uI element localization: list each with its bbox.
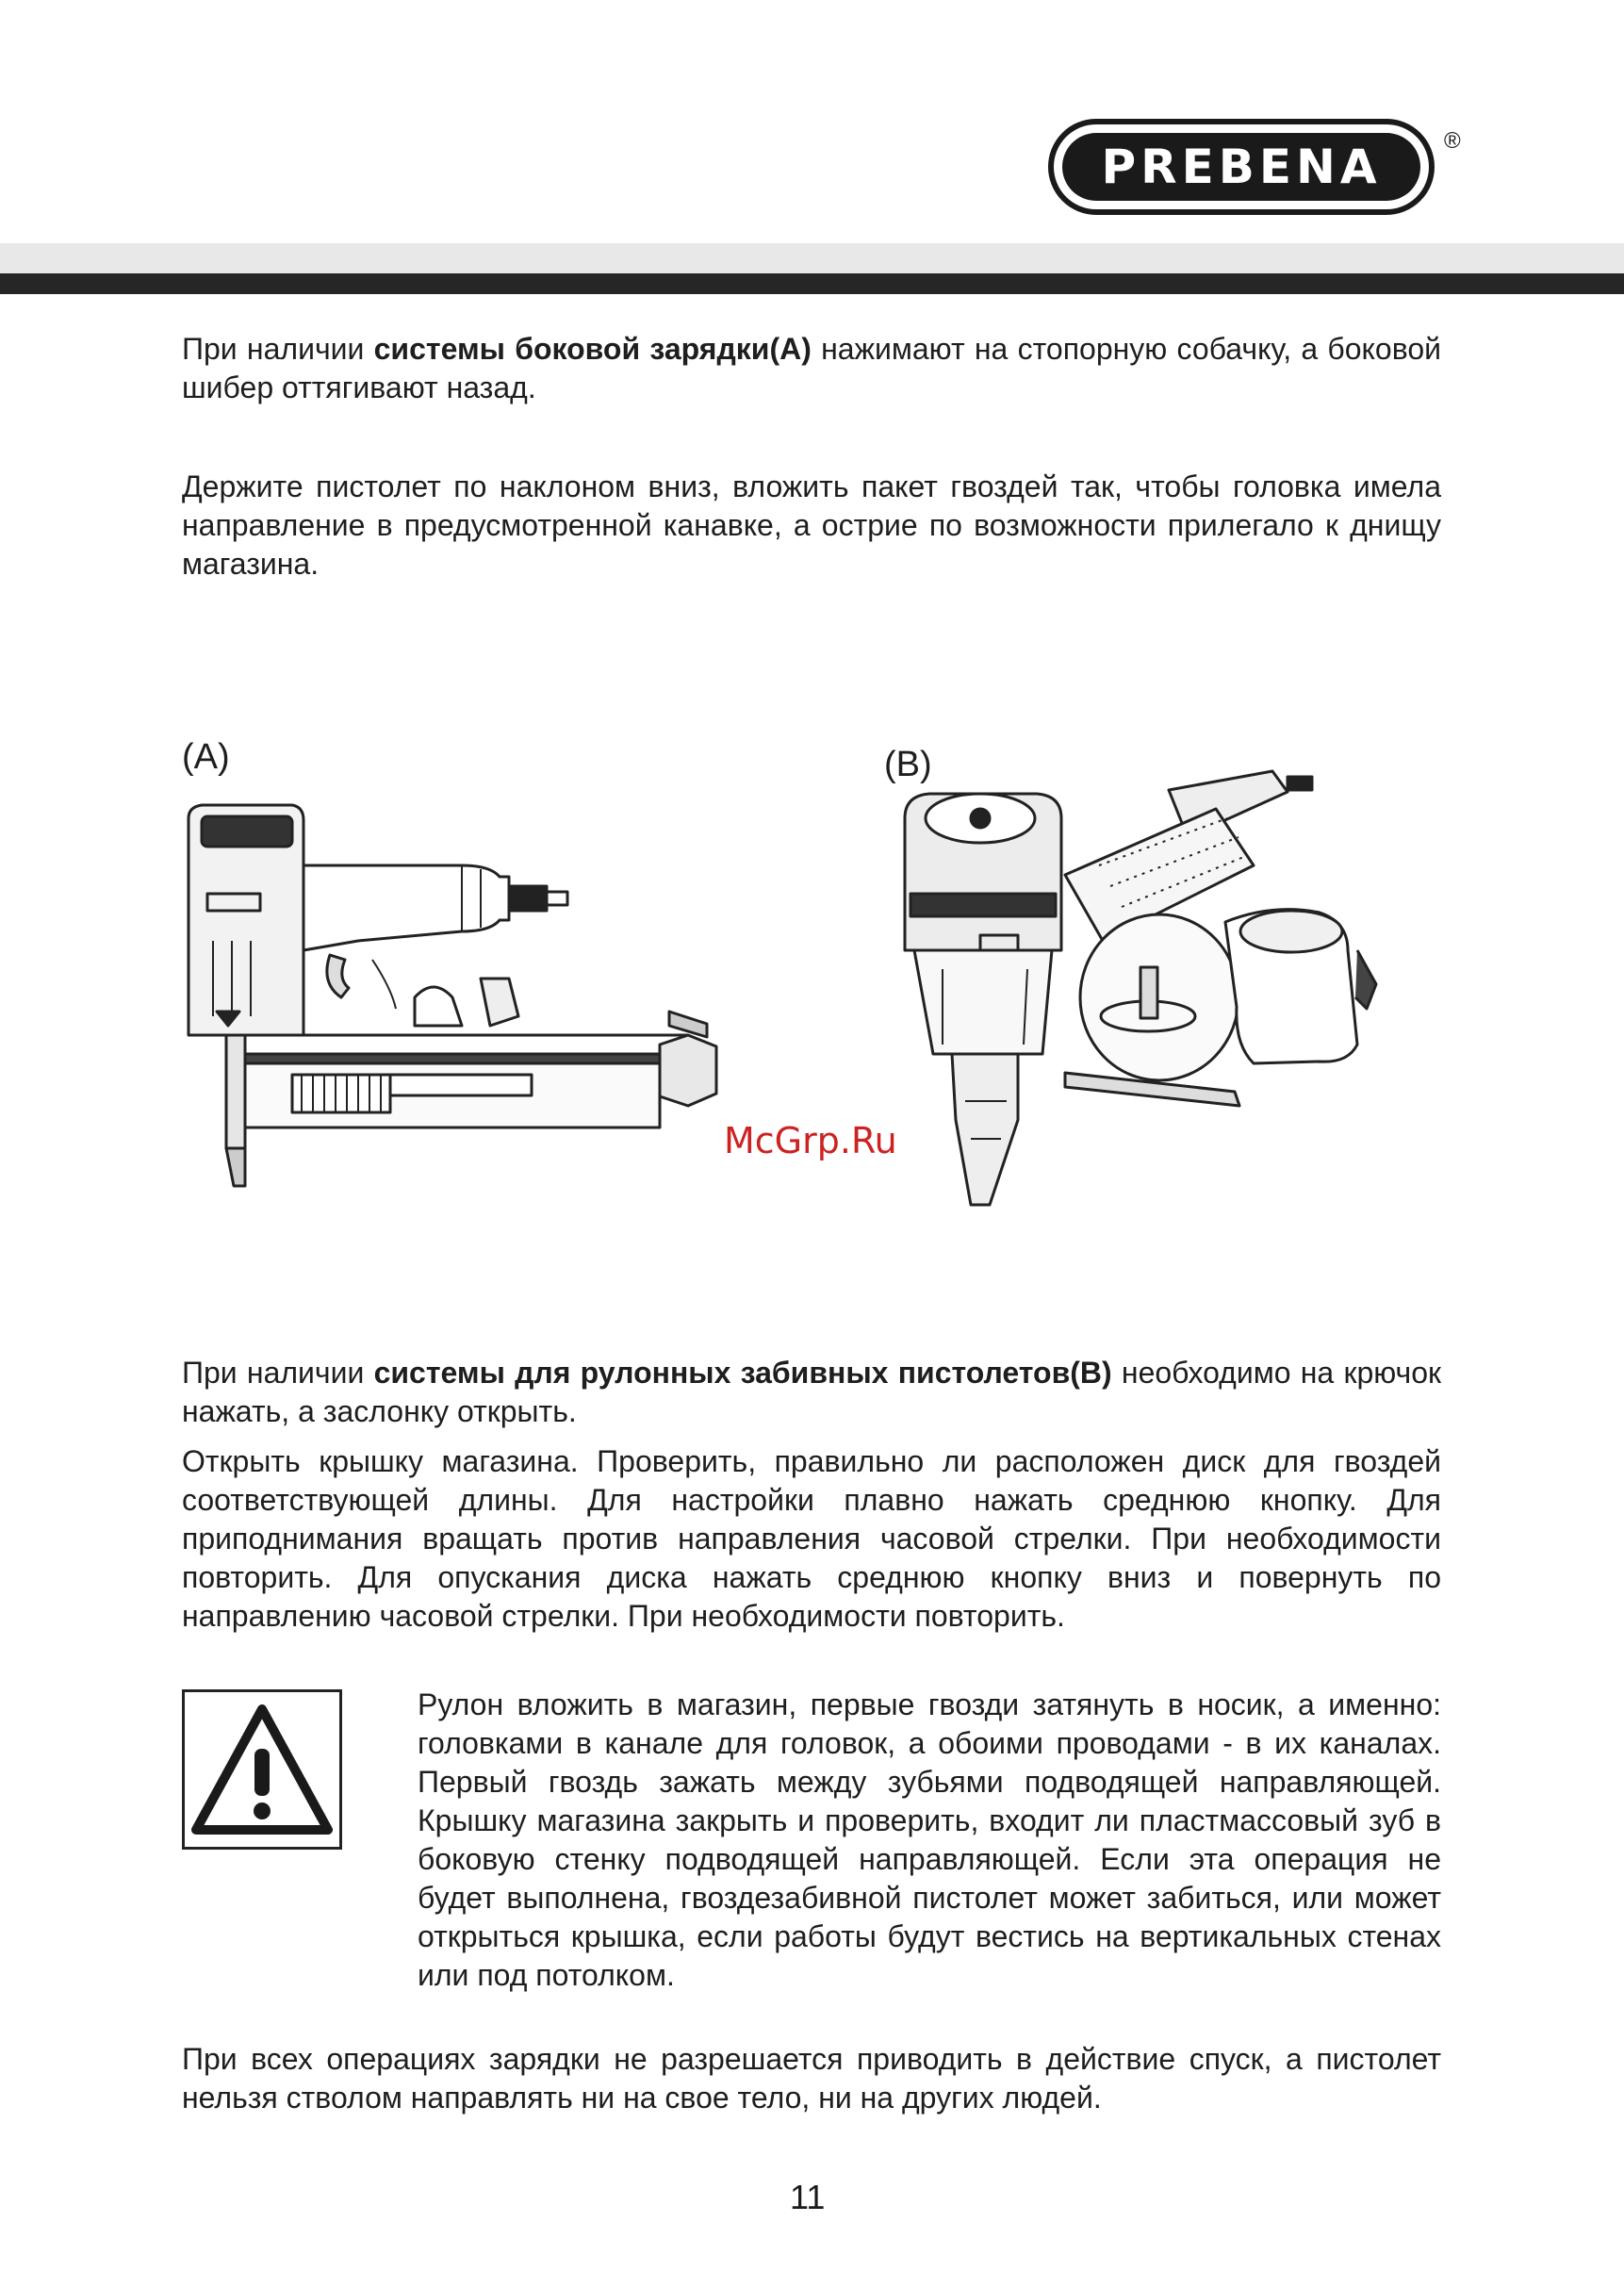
header-band-dark xyxy=(0,273,1624,294)
bold-term: системы для рулонных забивных пистолетов(B) xyxy=(373,1356,1112,1390)
header-band-light xyxy=(0,243,1624,273)
warning-triangle-icon xyxy=(185,1692,339,1847)
bold-term: системы боковой зарядки(A) xyxy=(373,332,812,366)
figure-label-b: (B) xyxy=(884,745,932,784)
figure-label-a: (A) xyxy=(182,737,230,777)
warning-paragraph: Рулон вложить в магазин, первые гвозди затянуть в носик, а именно: головками в канале для головок, а обоими проводами - в их каналах. Первый гвоздь зажать между зубьями подводящей направляющей. Крышку магазина закрыть и проверить, входит ли пластмассовый зуб в боковую стенку подводящей направляющей. Если эта операция не будет выполнена, гвоздезабивной пистолет может забиться, или может открыться крышка, если работы будут вестись на вертикальных стенах или под потолком. xyxy=(418,1687,1441,1992)
logo-text: PREBENA xyxy=(1101,140,1382,194)
warning-box xyxy=(182,1689,342,1850)
section-b-paragraph-2: Открыть крышку магазина. Проверить, правильно ли расположен диск для гвоздей соответствующей длины. Для настройки плавно нажать среднюю кнопку. Для приподнимания вращать против направления часовой стрелки. При необходимости повторить. Для опускания диска нажать среднюю кнопку вниз и повернуть по направлению часовой стрелки. При необходимости повторить. xyxy=(182,1444,1441,1633)
prebena-logo xyxy=(1048,119,1435,215)
final-paragraph: При всех операциях зарядки не разрешается приводить в действие спуск, а пистолет нельзя стволом направлять ни на свое тело, ни на других людей. xyxy=(182,2042,1441,2115)
registered-mark: ® xyxy=(1444,128,1461,154)
section-b-paragraph-1: При наличии системы для рулонных забивных пистолетов(B) необходимо на крючок нажать, а заслонку открыть. xyxy=(182,1356,1442,1428)
watermark: McGrp.Ru xyxy=(724,1120,897,1161)
section-a-paragraph-2: Держите пистолет по наклоном вниз, вложить пакет гвоздей так, чтобы головка имела направление в предусмотренной канавке, а острие по возможности прилегало к днищу магазина. xyxy=(182,469,1441,581)
section-a-paragraph-1: При наличии системы боковой зарядки(A) нажимают на стопорную собачку, а боковой шибер оттягивают назад. xyxy=(182,332,1442,404)
page-number: 11 xyxy=(790,2178,826,2216)
coil-nailer-illustration xyxy=(877,762,1461,1233)
